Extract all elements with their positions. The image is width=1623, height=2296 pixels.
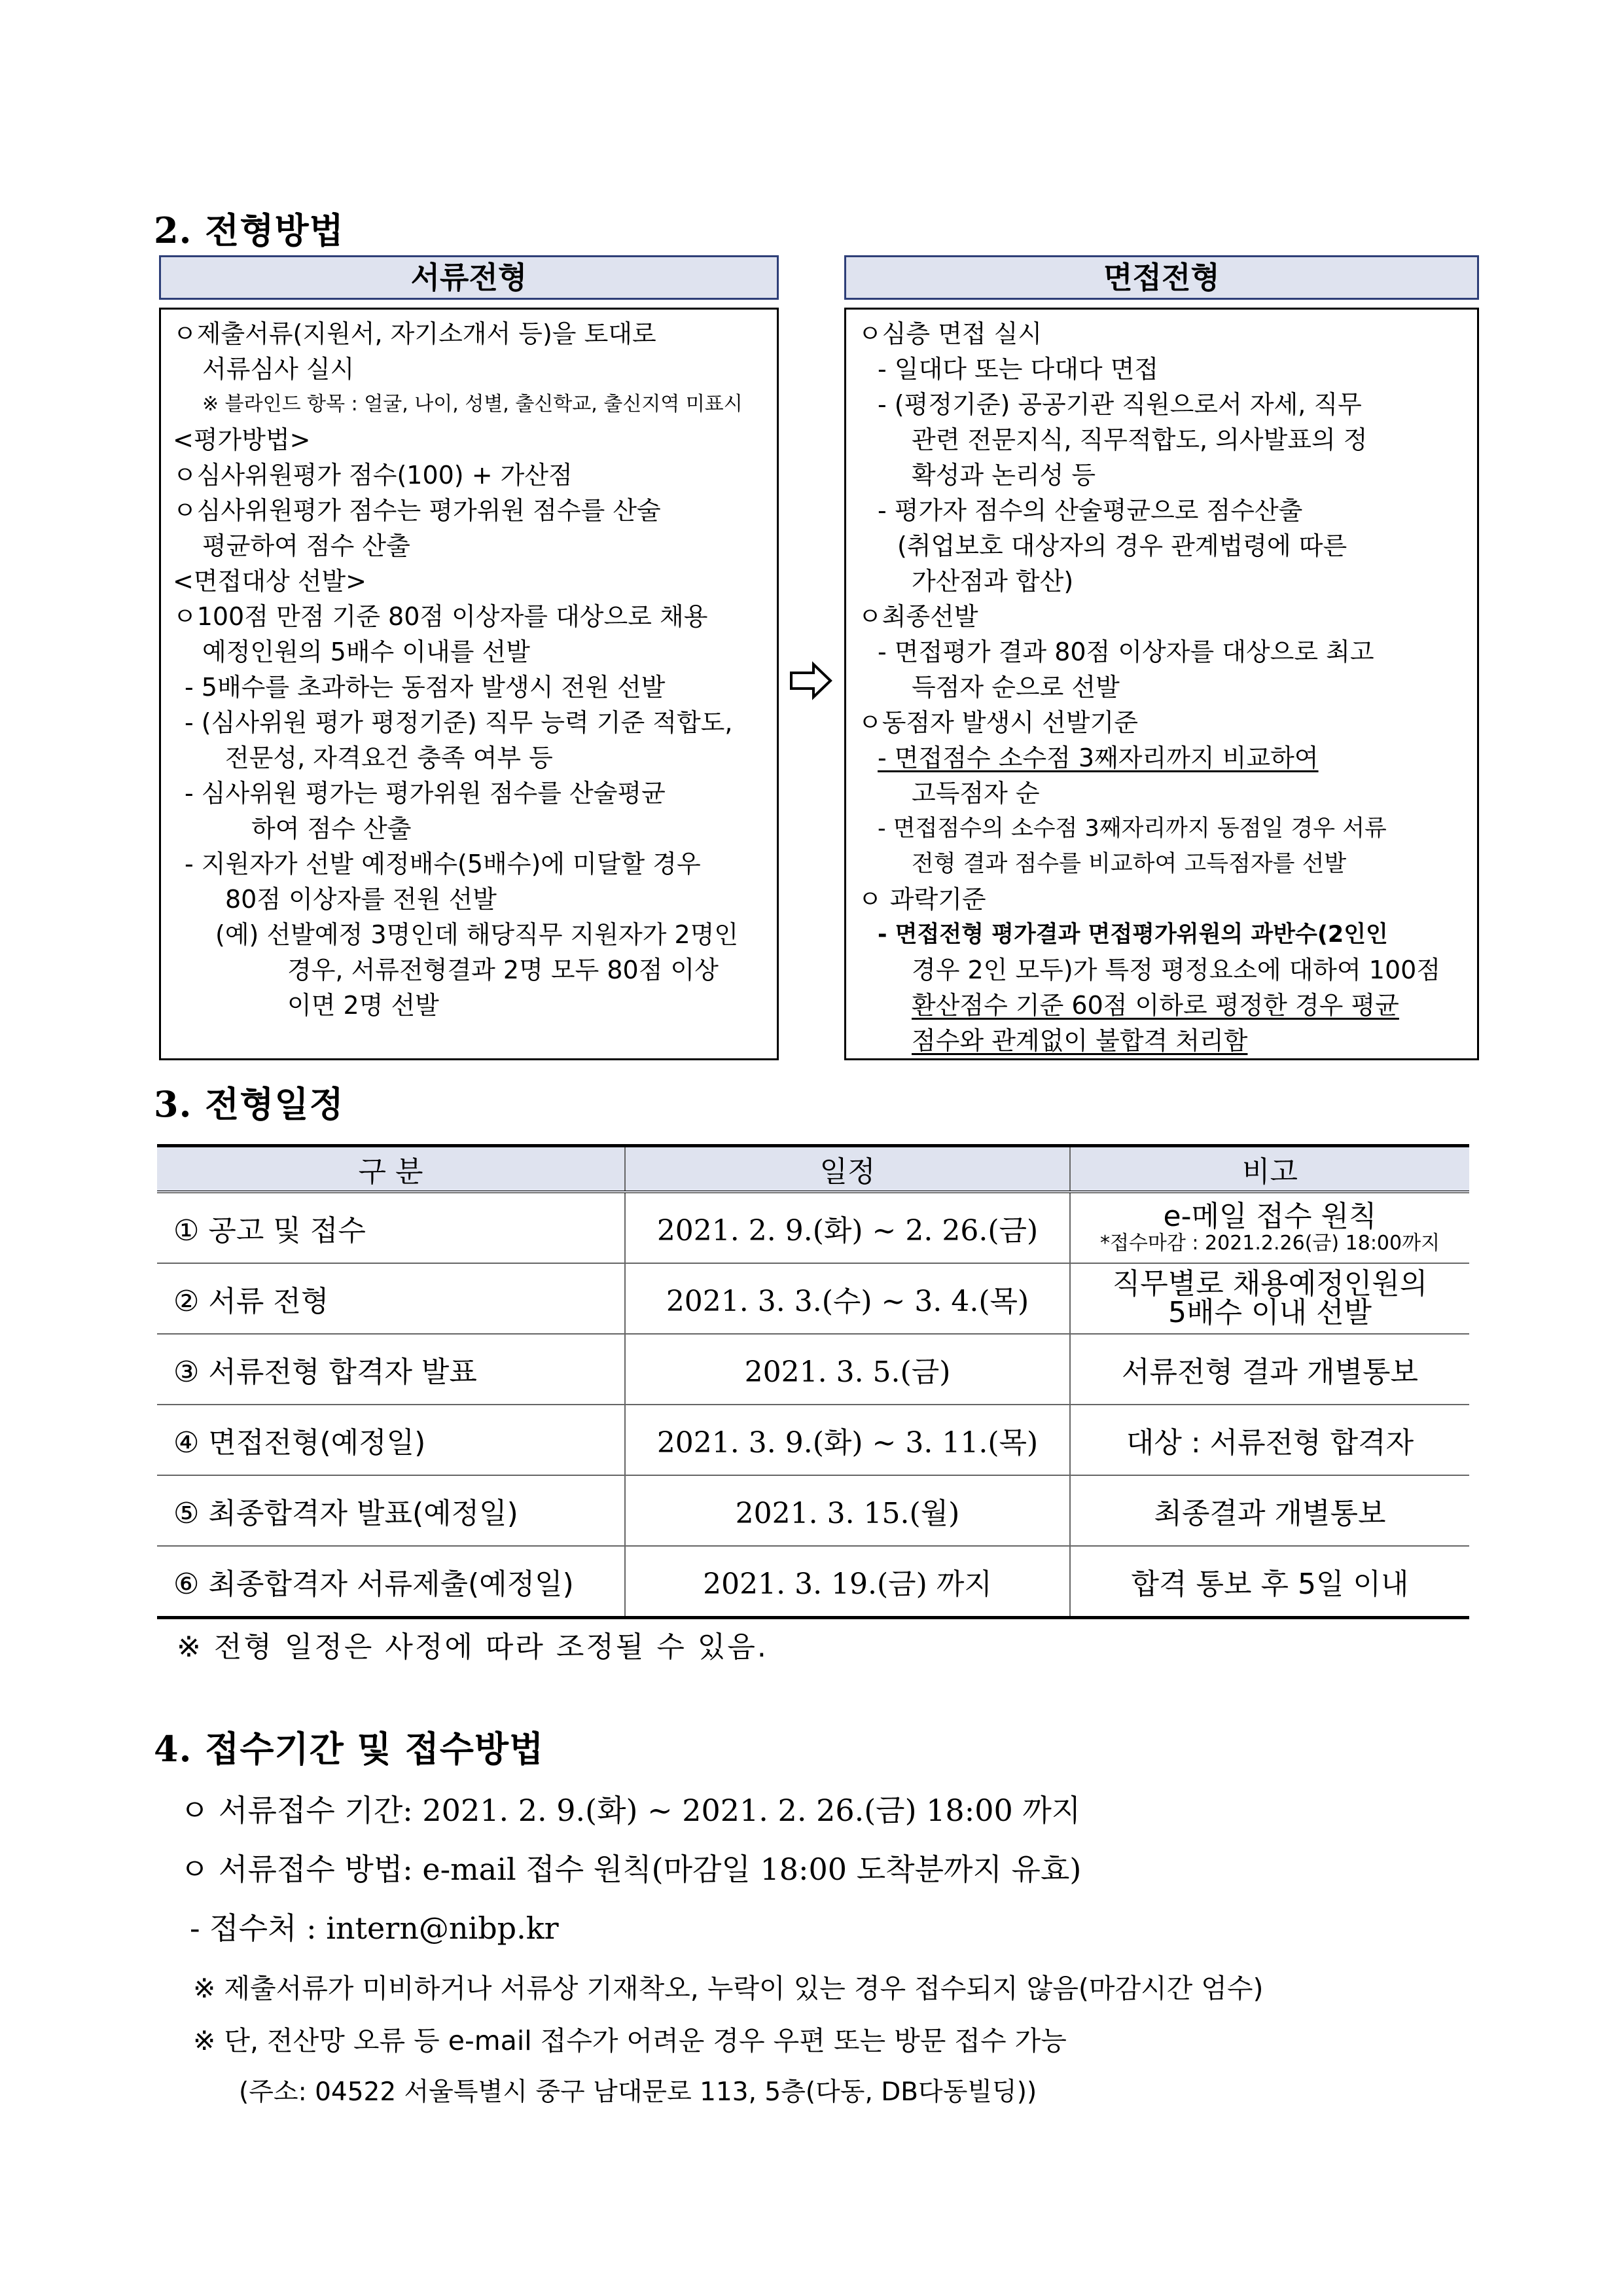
text-line: 이면 2명 선발 xyxy=(287,991,439,1020)
text-line: ㅇ100점 만점 기준 80점 이상자를 대상으로 채용 xyxy=(173,602,708,631)
schedule-note xyxy=(1070,1192,1469,1263)
text-line: 점수와 관계없이 불합격 처리함 xyxy=(912,1026,1248,1055)
text-line: - (심사위원 평가 평정기준) 직무 능력 기준 적합도, xyxy=(185,708,733,737)
schedule-note: 최종결과 개별통보 xyxy=(1070,1475,1469,1546)
schedule-date: 2021. 3. 3.(수) ~ 3. 4.(목) xyxy=(625,1263,1070,1334)
schedule-note: 서류전형 결과 개별통보 xyxy=(1070,1334,1469,1405)
text-line: - 지원자가 선발 예정배수(5배수)에 미달할 경우 xyxy=(185,850,701,878)
text-line: 예정인원의 5배수 이내를 선발 xyxy=(202,637,530,666)
text-line: 득점자 순으로 선발 xyxy=(912,673,1120,702)
schedule-date: 2021. 3. 5.(금) xyxy=(625,1334,1070,1405)
column-header: 일정 xyxy=(625,1146,1070,1193)
text-line: - 면접점수 소수점 3째자리까지 비교하여 xyxy=(878,744,1319,772)
table-row xyxy=(157,1334,1469,1405)
text-line: ㅇ심사위원평가 점수(100) + 가산점 xyxy=(173,461,573,490)
interview-screening-header: 면접전형 xyxy=(844,255,1479,300)
text-line: 평균하여 점수 산출 xyxy=(202,531,410,560)
application-period: ㅇ 서류접수 기간: 2021. 2. 9.(화) ~ 2021. 2. 26.(금) 18:00 까지 xyxy=(180,1793,1081,1828)
interview-screening-box xyxy=(844,308,1479,1060)
note-text: 직무별로 채용예정인원의 xyxy=(1112,1267,1428,1300)
text-line: 경우, 서류전형결과 2명 모두 80점 이상 xyxy=(287,956,719,984)
text-line: (예) 선발예정 3명인데 해당직무 지원자가 2명인 xyxy=(215,920,739,949)
text-line: ㅇ심사위원평가 점수는 평가위원 점수를 산술 xyxy=(173,496,661,525)
table-row xyxy=(157,1263,1469,1334)
mailing-address: (주소: 04522 서울특별시 중구 남대문로 113, 5층(다동, DB다동빌딩)) xyxy=(239,2077,1037,2107)
text-line: - 면접전형 평가결과 면접평가위원의 과반수(2인인 xyxy=(878,922,1388,948)
schedule-item: ④ 면접전형(예정일) xyxy=(157,1405,625,1475)
schedule-date: 2021. 2. 9.(화) ~ 2. 26.(금) xyxy=(625,1192,1070,1263)
schedule-date: 2021. 3. 19.(금) 까지 xyxy=(625,1546,1070,1618)
text-line: ㅇ제출서류(지원서, 자기소개서 등)을 토대로 xyxy=(173,319,656,348)
column-header: 비고 xyxy=(1070,1146,1469,1193)
text-line: 확성과 논리성 등 xyxy=(912,461,1096,490)
text-line: 전형 결과 점수를 비교하여 고득점자를 선발 xyxy=(912,851,1347,877)
schedule-date: 2021. 3. 9.(화) ~ 3. 11.(목) xyxy=(625,1405,1070,1475)
text-line: 가산점과 합산) xyxy=(912,567,1074,596)
text-line: <면접대상 선발> xyxy=(173,567,367,596)
column-header: 구 분 xyxy=(157,1146,625,1193)
text-line: - 심사위원 평가는 평가위원 점수를 산술평균 xyxy=(185,779,666,808)
network-error-note: ※ 단, 전산망 오류 등 e-mail 접수가 어려운 경우 우편 또는 방문 접수 가능 xyxy=(193,2025,1067,2056)
schedule-item: ③ 서류전형 합격자 발표 xyxy=(157,1334,625,1405)
text-line: 서류심사 실시 xyxy=(202,355,355,384)
text-line: (취업보호 대상자의 경우 관계법령에 따른 xyxy=(897,531,1347,560)
table-row xyxy=(157,1546,1469,1618)
schedule-date: 2021. 3. 15.(월) xyxy=(625,1475,1070,1546)
text-line: <평가방법> xyxy=(173,425,311,454)
note-text: e-메일 접수 원칙 xyxy=(1163,1200,1377,1233)
application-email: - 접수처 : intern@nibp.kr xyxy=(190,1910,559,1946)
document-screening-box xyxy=(159,308,779,1060)
schedule-item: ⑤ 최종합격자 발표(예정일) xyxy=(157,1475,625,1546)
note-subtext: *접수마감 : 2021.2.26(금) 18:00까지 xyxy=(1099,1232,1440,1255)
section-2-title: 2. 전형방법 xyxy=(154,209,344,251)
text-line: 80점 이상자를 전원 선발 xyxy=(225,885,497,914)
right-arrow-icon xyxy=(789,661,834,700)
table-row xyxy=(157,1405,1469,1475)
incomplete-docs-note: ※ 제출서류가 미비하거나 서류상 기재착오, 누락이 있는 경우 접수되지 않음(마감시간 엄수) xyxy=(193,1973,1264,2004)
text-line: 고득점자 순 xyxy=(912,779,1040,808)
text-line: ㅇ심층 면접 실시 xyxy=(858,319,1043,348)
schedule-item: ② 서류 전형 xyxy=(157,1263,625,1334)
text-line: 관련 전문지식, 직무적합도, 의사발표의 정 xyxy=(912,425,1368,454)
schedule-footnote: ※ 전형 일정은 사정에 따라 조정될 수 있음. xyxy=(177,1630,768,1664)
schedule-note: 대상 : 서류전형 합격자 xyxy=(1070,1405,1469,1475)
table-row xyxy=(157,1475,1469,1546)
schedule-item: ⑥ 최종합격자 서류제출(예정일) xyxy=(157,1546,625,1618)
document-screening-header: 서류전형 xyxy=(159,255,779,300)
text-line: - 일대다 또는 다대다 면접 xyxy=(878,355,1159,384)
text-line: - 면접평가 결과 80점 이상자를 대상으로 최고 xyxy=(878,637,1374,666)
text-line: - 평가자 점수의 산술평균으로 점수산출 xyxy=(878,496,1303,525)
text-line: ㅇ최종선발 xyxy=(858,602,978,631)
schedule-table xyxy=(157,1144,1469,1619)
text-line: 경우 2인 모두)가 특정 평정요소에 대하여 100점 xyxy=(912,956,1441,984)
note-subtext: 5배수 이내 선발 xyxy=(1168,1296,1372,1329)
text-line: 전문성, 자격요건 충족 여부 등 xyxy=(225,744,553,772)
table-header-row xyxy=(157,1146,1469,1193)
text-line: ㅇ 과락기준 xyxy=(858,885,986,914)
text-line: - (평정기준) 공공기관 직원으로서 자세, 직무 xyxy=(878,390,1362,419)
section-3-title: 3. 전형일정 xyxy=(154,1083,344,1125)
schedule-item: ① 공고 및 접수 xyxy=(157,1192,625,1263)
schedule-note: 합격 통보 후 5일 이내 xyxy=(1070,1546,1469,1618)
table-row xyxy=(157,1192,1469,1263)
schedule-note xyxy=(1070,1263,1469,1334)
text-line: - 5배수를 초과하는 동점자 발생시 전원 선발 xyxy=(185,673,666,702)
application-method: ㅇ 서류접수 방법: e-mail 접수 원칙(마감일 18:00 도착분까지 유효) xyxy=(180,1852,1082,1887)
section-4-title: 4. 접수기간 및 접수방법 xyxy=(154,1728,544,1770)
blind-note: ※ 블라인드 항목 : 얼굴, 나이, 성별, 출신학교, 출신지역 미표시 xyxy=(202,393,743,416)
text-line: - 면접점수의 소수점 3째자리까지 동점일 경우 서류 xyxy=(878,816,1387,842)
text-line: ㅇ동점자 발생시 선발기준 xyxy=(858,708,1138,737)
text-line: 환산점수 기준 60점 이하로 평정한 경우 평균 xyxy=(912,991,1399,1020)
text-line: 하여 점수 산출 xyxy=(251,814,412,843)
